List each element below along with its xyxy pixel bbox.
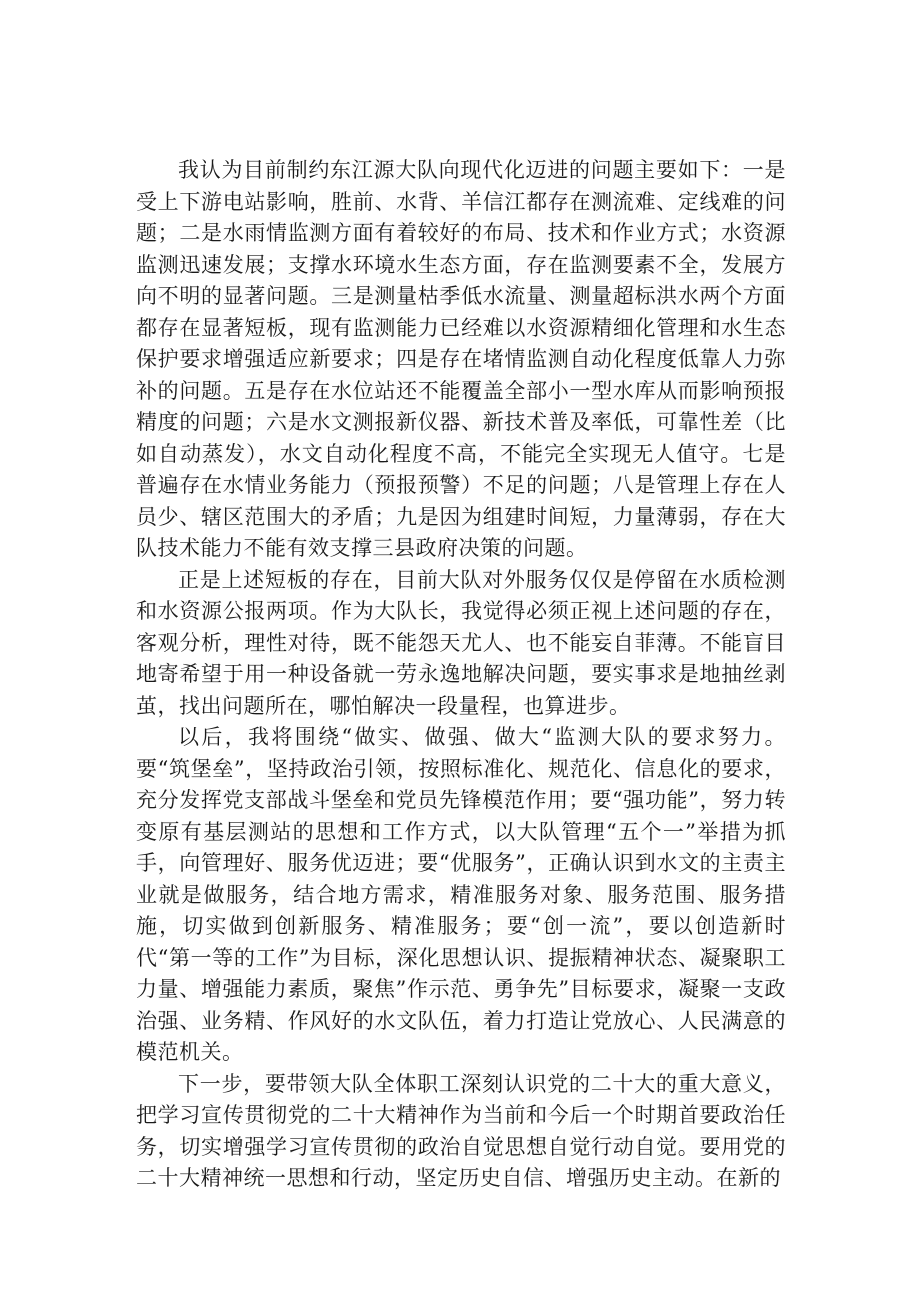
paragraph-plans: 以后，我将围绕“做实、做强、做大“监测大队的要求努力。要“筑堡垒”，坚持政治引领，按照标准化、规范化、信息化的要求，充分发挥党支部战斗堡垒和党员先锋模范作用；要“强功能”，努力转变原有基层测站的思想和工作方式，以大队管理“五个一”举措为抓手，向管理好、服务优迈进；要“优服务”，正确认识到水文的主责主业就是做服务，结合地方需求，精准服务对象、服务范围、服务措施，切实做到创新服务、精准服务；要“创一流”，要以创造新时代“第一等的工作”为目标，深化思想认识、提振精神状态、凝聚职工力量、增强能力素质，聚焦”作示范、勇争先”目标要求，凝聚一支政治强、业务精、作风好的水文队伍，着力打造让党放心、人民满意的模范机关。 — [136, 725, 786, 1064]
document-body — [136, 155, 786, 1195]
paragraph-shortcomings: 正是上述短板的存在，目前大队对外服务仅仅是停留在水质检测和水资源公报两项。作为大队长，我觉得必须正视上述问题的存在，客观分析，理性对待，既不能怨天尤人、也不能妄自菲薄。不能盲目地寄希望于用一种设备就一劳永逸地解决问题，要实事求是地抽丝剥茧，找出问题所在，哪怕解决一段量程，也算进步。 — [136, 567, 786, 718]
paragraph-next-steps: 下一步，要带领大队全体职工深刻认识党的二十大的重大意义，把学习宣传贯彻党的二十大精神作为当前和今后一个时期首要政治任务，切实增强学习宣传贯彻的政治自觉思想自觉行动自觉。要用党的二十大精神统一思想和行动，坚定历史自信、增强历史主动。在新的 — [136, 1071, 786, 1190]
paragraph-problems: 我认为目前制约东江源大队向现代化迈进的问题主要如下：一是受上下游电站影响，胜前、水背、羊信江都存在测流难、定线难的问题；二是水雨情监测方面有着较好的布局、技术和作业方式；水资源监测迅速发展；支撑水环境水生态方面，存在监测要素不全，发展方向不明的显著问题。三是测量枯季低水流量、测量超标洪水两个方面都存在显著短板，现有监测能力已经难以水资源精细化管理和水生态保护要求增强适应新要求；四是存在堵情监测自动化程度低靠人力弥补的问题。五是存在水位站还不能覆盖全部小一型水库从而影响预报精度的问题；六是水文测报新仪器、新技术普及率低，可靠性差（比如自动蒸发），水文自动化程度不高，不能完全实现无人值守。七是普遍存在水情业务能力（预报预警）不足的问题；八是管理上存在人员少、辖区范围大的矛盾；九是因为组建时间短，力量薄弱，存在大队技术能力不能有效支撑三县政府决策的问题。 — [136, 158, 786, 560]
